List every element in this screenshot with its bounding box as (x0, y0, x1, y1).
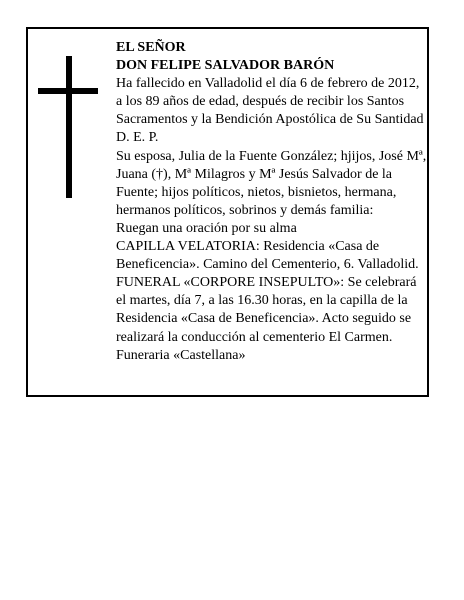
cross-vertical-bar (66, 56, 72, 198)
deceased-name: DON FELIPE SALVADOR BARÓN (116, 58, 335, 74)
obituary-text (116, 39, 428, 365)
death-announcement: Ha fallecido en Valladolid el día 6 de febrero de 2012, a los 89 años de edad, después de recibir los Santos Sacramentos y la Bendición Apostólica de Su Santidad D. E. P. (116, 76, 424, 146)
funeral-info: FUNERAL «CORPORE INSEPULTO»: Se celebrará el martes, día 7, a las 16.30 horas, en la capilla de la Residencia «Casa de Beneficencia». Acto seguido se realizará la conducción al cementerio El Carmen. (116, 275, 417, 345)
cross-horizontal-bar (38, 88, 98, 94)
funeral-home: Funeraria «Castellana» (116, 347, 246, 363)
obituary-heading: EL SEÑOR (116, 40, 186, 55)
family-list: Su esposa, Julia de la Fuente González; hjijos, José Mª, Juana (†), Mª Milagros y Mª Jesús Salvador de la Fuente; hijos políticos, nietos, bisnietos, hermana, hermanos políticos, sobrinos y demás familia: (116, 148, 427, 218)
prayer-request: Ruegan una oración por su alma (116, 220, 297, 236)
cross-icon (38, 56, 98, 198)
chapel-info: CAPILLA VELATORIA: Residencia «Casa de Beneficencia». Camino del Cementerio, 6. Valladolid. (116, 239, 419, 273)
obituary-notice (26, 27, 429, 397)
